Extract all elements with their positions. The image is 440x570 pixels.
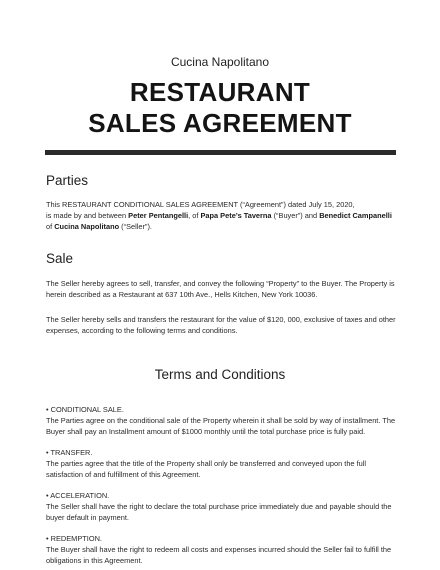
sale-paragraph-2: The Seller hereby sells and transfers the restaurant for the value of $120, 000, exclusive of taxes and other expenses, according to the following terms and conditions. — [46, 315, 396, 335]
sale-paragraph-1: The Seller hereby agrees to sell, transfer, and convey the following “Property” to the Buyer. The Property is herein described as a Restaurant at 637 10th Ave., Hells Kitchen, New York 10036. — [46, 279, 395, 299]
clause-body: The Buyer shall have the right to redeem all costs and expenses incurred should the Seller fail to fulfill the obligations in this Agreement. — [46, 545, 392, 565]
parties-paragraph — [46, 199, 401, 232]
clause-title: • REDEMPTION. — [46, 534, 102, 543]
buyer-company: Papa Pete’s Taverna — [200, 211, 272, 220]
parties-line-2 — [46, 210, 401, 221]
parties-line-3 — [46, 221, 401, 232]
seller-person: Peter Pentangelli — [128, 211, 189, 220]
buyer-person: Benedict Campanelli — [319, 211, 392, 220]
parties-line-1: This RESTAURANT CONDITIONAL SALES AGREEMENT (“Agreement”) dated July 15, 2020, — [46, 200, 355, 209]
clause-transfer — [46, 447, 396, 480]
company-name: Cucina Napolitano — [170, 55, 270, 69]
document-title — [0, 77, 440, 139]
parties-text: (“Seller”). — [119, 222, 152, 231]
clause-body: The parties agree that the title of the Property shall only be transferred and conveyed upon the full satisfaction of and fulfillment of this Agreement. — [46, 459, 367, 479]
clause-body: The Parties agree on the conditional sale of the Property wherein it shall be sold by way of installment. The Buyer shall pay an Installment amount of $1000 monthly until the total purchase price is fully paid. — [46, 416, 396, 436]
seller-company: Cucina Napolitano — [54, 222, 120, 231]
title-line-1: RESTAURANT — [129, 77, 311, 107]
clause-acceleration — [46, 490, 396, 523]
parties-text: (“Buyer”) and — [271, 211, 320, 220]
sale-heading: Sale — [46, 251, 74, 266]
clause-body: The Seller shall have the right to declare the total purchase price immediately due and payable should the buyer default in payment. — [46, 502, 392, 522]
clause-title: • ACCELERATION. — [46, 491, 110, 500]
parties-text: of — [46, 222, 55, 231]
title-line-2: SALES AGREEMENT — [88, 108, 352, 138]
parties-text: is made by and between — [46, 211, 129, 220]
clause-title: • CONDITIONAL SALE. — [46, 405, 124, 414]
parties-heading: Parties — [46, 173, 89, 188]
title-divider — [45, 150, 396, 155]
parties-text: , of — [188, 211, 201, 220]
clause-title: • TRANSFER. — [46, 448, 93, 457]
clause-redemption — [46, 533, 396, 566]
clause-conditional-sale — [46, 404, 396, 437]
terms-heading: Terms and Conditions — [154, 367, 286, 382]
